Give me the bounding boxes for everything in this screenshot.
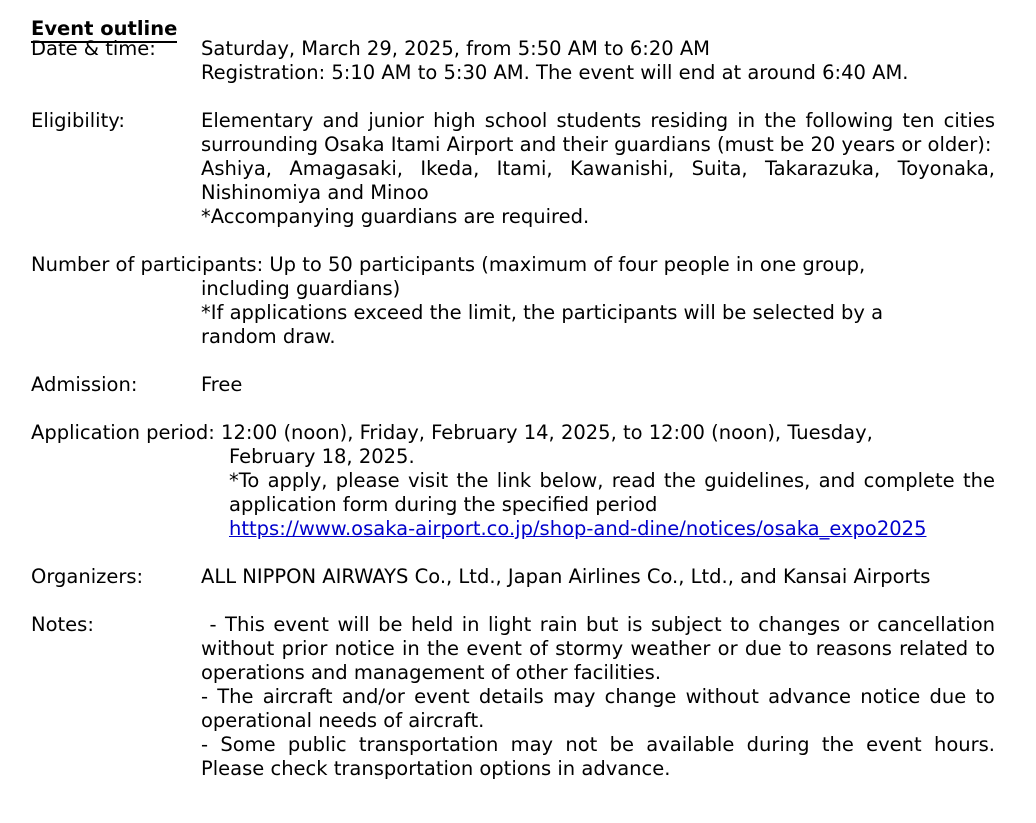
note-item: - The aircraft and/or event details may change without advance notice due to operational needs of aircraft. bbox=[201, 685, 995, 732]
participants-value-cont: including guardians) bbox=[201, 277, 401, 300]
eligibility-row bbox=[31, 109, 995, 229]
notes-label: Notes: bbox=[31, 613, 94, 636]
note-item: - This event will be held in light rain but is subject to changes or cancellation without prior notice in the event of stormy weather or due to reasons related to operations and management of other facilities. bbox=[201, 613, 1002, 684]
eligibility-label: Eligibility: bbox=[31, 109, 125, 132]
participants-row bbox=[31, 253, 995, 349]
application-value: 12:00 (noon), Friday, February 14, 2025, to 12:00 (noon), Tuesday, bbox=[221, 421, 873, 444]
admission-row bbox=[31, 373, 995, 397]
organizers-row bbox=[31, 565, 995, 589]
participants-label: Number of participants: bbox=[31, 253, 264, 276]
date-time-value: Saturday, March 29, 2025, from 5:50 AM to 6:20 AM bbox=[201, 37, 710, 60]
admission-label: Admission: bbox=[31, 373, 138, 396]
application-row bbox=[31, 421, 995, 541]
event-outline bbox=[31, 17, 1002, 781]
note-item: - Some public transportation may not be available during the event hours. Please check transportation options in advance. bbox=[201, 733, 995, 780]
admission-value: Free bbox=[201, 373, 243, 396]
eligible-cities: Ashiya, Amagasaki, Ikeda, Itami, Kawanishi, Suita, Takarazuka, Toyonaka, Nishinomiya and Minoo bbox=[201, 157, 995, 204]
organizers-value: ALL NIPPON AIRWAYS Co., Ltd., Japan Airlines Co., Ltd., and Kansai Airports bbox=[201, 565, 931, 588]
application-note: *To apply, please visit the link below, read the guidelines, and complete the application form during the specified period bbox=[229, 469, 995, 516]
application-label: Application period: bbox=[31, 421, 215, 444]
notes-row bbox=[31, 613, 1002, 781]
participants-value: Up to 50 participants (maximum of four people in one group, bbox=[269, 253, 866, 276]
application-link[interactable]: https://www.osaka-airport.co.jp/shop-and-dine/notices/osaka_expo2025 bbox=[229, 517, 927, 540]
section-heading: Event outline bbox=[31, 17, 177, 43]
date-time-label: Date & time: bbox=[31, 37, 156, 60]
eligibility-note: *Accompanying guardians are required. bbox=[201, 205, 590, 228]
registration-time: Registration: 5:10 AM to 5:30 AM. The event will end at around 6:40 AM. bbox=[201, 61, 909, 84]
participants-note: *If applications exceed the limit, the participants will be selected by a random draw. bbox=[201, 301, 884, 348]
application-value-cont: February 18, 2025. bbox=[229, 445, 415, 468]
organizers-label: Organizers: bbox=[31, 565, 144, 588]
date-time-row bbox=[31, 37, 995, 85]
eligibility-text: Elementary and junior high school students residing in the following ten cities surrounding Osaka Itami Airport and their guardians (must be 20 years or older): bbox=[201, 109, 995, 156]
